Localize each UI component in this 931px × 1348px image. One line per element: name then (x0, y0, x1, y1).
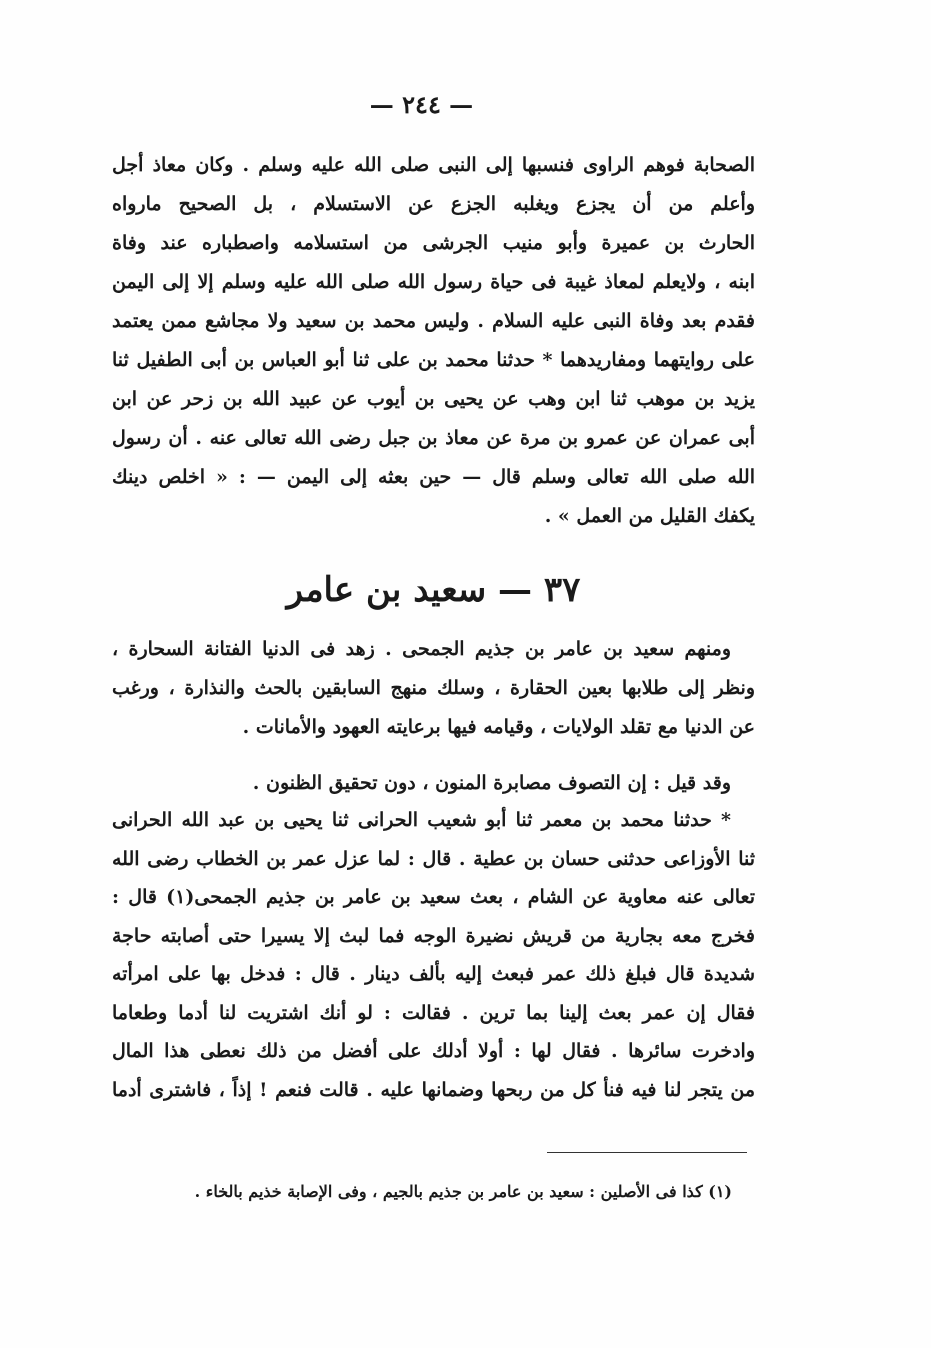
top-paragraph (112, 146, 755, 536)
section-title: ٣٧ — سعيد بن عامر (286, 570, 581, 610)
text-line: الصحابة فوهم الراوى فنسبها إلى النبى صلى الله عليه وسلم . وكان معاذ أجل (112, 154, 755, 176)
text-line: ابنه ، ولايعلم لمعاذ غيبة فى حياة رسول الله صلى الله عليه وسلم إلا إلى اليمن (112, 271, 755, 293)
text-line: ثنا الأوزاعى حدثنى حسان بن عطية . قال : لما عزل عمر بن الخطاب رضى الله (112, 847, 755, 870)
text-line: * حدثنا محمد بن معمر ثنا أبو شعيب الحرانى ثنا يحيى بن عبد الله الحرانى (112, 809, 731, 831)
text-line: وقد قيل : إن التصوف مصابرة المنون ، دون تحقيق الظنون . (252, 772, 731, 794)
text-line: ونظر إلى طلابها بعين الحقارة ، وسلك منهج السابقين بالحث والنذارة ، ورغب (112, 677, 755, 699)
text-line: وادخرت سائرها . فقال لها : أولا أدلك على أفضل من ذلك نعطى هذا المال (112, 1040, 755, 1062)
text-line: ومنهم سعيد بن عامر بن جذيم الجمحى . زهد فى الدنيا الفتانة السحارة ، (112, 638, 731, 660)
text-line: على روايتهما ومفاريدهما * حدثنا محمد بن على ثنا أبو العباس بن أبى الطفيل ثنا (112, 349, 755, 371)
text-line: فقال إن عمر بعث إلينا بما ترين . فقالت : لو أنك اشتريت لنا أدما وطعاما (112, 1001, 755, 1024)
text-line: يكفك القليل من العمل » . (544, 505, 755, 527)
text-line: وأعلم من أن يجزع ويغلبه الجزع عن الاستسلام ، بل الصحيح مارواه (112, 193, 755, 215)
text-line: شديدة قال فبلغ ذلك عمر فبعث إليه بألف دينار . قال : فدخل بها على امرأته (112, 963, 755, 985)
narration-paragraph (112, 801, 755, 1109)
text-line: أبى عمران عن عمرو بن مرة عن معاذ بن جبل رضى الله تعالى عنه . أن رسول (112, 427, 755, 449)
text-line: تعالى عنه معاوية عن الشام ، بعث سعيد بن عامر بن جذيم الجمحى(١) قال : (112, 886, 755, 908)
intro-paragraph (112, 630, 755, 747)
text-line: يزيد بن موهب ثنا ابن وهب عن يحيى بن أيوب عن عبيد الله بن زحر عن ابن (112, 388, 755, 410)
footnote: (١) كذا فى الأصلين : سعيد بن عامر بن جذيم بالجيم ، وفى الإصابة خذيم بالخاء . (194, 1182, 732, 1201)
saying-paragraph (112, 764, 755, 803)
text-line: الله صلى الله تعالى وسلم قال — حين بعثه إلى اليمن — : « اخلص دينك (112, 466, 755, 488)
text-line: عن الدنيا مع تقلد الولايات ، وقيامه فيها برعايته العهود والأمانات . (242, 716, 755, 738)
footnote-divider (547, 1152, 747, 1153)
text-line: فخرج معه بجارية من قريش نضيرة الوجه فما لبث إلا يسيرا حتى أصابته حاجة (112, 924, 755, 947)
text-line: فقدم بعد وفاة النبى عليه السلام . وليس محمد بن سعيد ولا مجاشع ممن يعتمد (112, 310, 755, 332)
page-number: — ٢٤٤ — (369, 90, 474, 119)
text-line: من يتجر لنا فيه فنأ كل من ربحها وضمانها عليه . قالت فنعم ! إذاً ، فاشترى أدما (112, 1078, 755, 1101)
text-line: الحارث بن عميرة وأبو منيب الجرشى من استسلامه واصطباره عند وفاة (112, 232, 755, 254)
